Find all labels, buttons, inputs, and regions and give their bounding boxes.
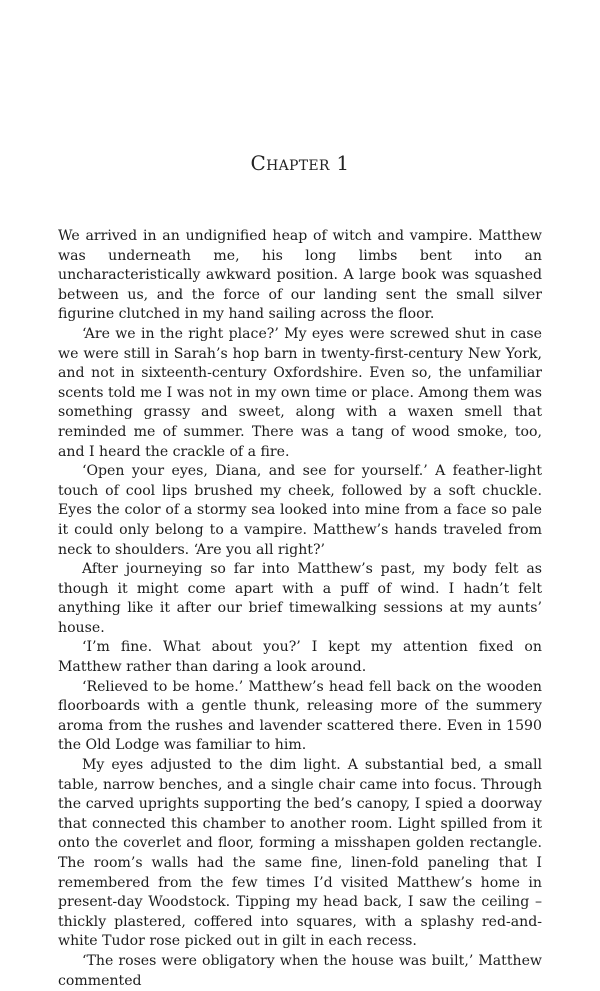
paragraph: ‘I’m fine. What about you?’ I kept my attention fixed on Matthew rather than daring a look around.	[58, 639, 542, 676]
paragraph: ‘Relieved to be home.’ Matthew’s head fell back on the wooden floorboards with a gentle thunk, releasing more of the summery aroma from the rushes and lavender scattered there. Even in 1590 the Old Lodge was familiar to him.	[58, 678, 542, 754]
paragraph: We arrived in an undignified heap of witch and vampire. Matthew was underneath me, his long limbs bent into an uncharacteristically awkward position. A large book was squashed between us, and the force of our landing sent the small silver figurine clutched in my hand sailing across the floor.	[58, 228, 542, 323]
chapter-title: Chapter 1	[250, 151, 350, 175]
body-text	[58, 227, 542, 991]
paragraph: My eyes adjusted to the dim light. A substantial bed, a small table, narrow benches, and a single chair came into focus. Through the carved uprights supporting the bed’s canopy, I spied a doorway that connected this chamber to another room. Light spilled from it onto the coverlet and floor, forming a misshapen golden rectangle. The room’s walls had the same fine, linen-fold paneling that I remembered from the few times I’d visited Matthew’s home in present-day Woodstock. Tipping my head back, I saw the ceiling – thickly plastered, coffered into squares, with a splashy red-and-white Tudor rose picked out in gilt in each recess.	[58, 757, 542, 950]
paragraph: ‘Are we in the right place?’ My eyes were screwed shut in case we were still in Sarah’s hop barn in twenty-first-century New York, and not in sixteenth-century Oxfordshire. Even so, the unfamiliar scents told me I was not in my own time or place. Among them was something grassy and sweet, along with a waxen smell that reminded me of summer. There was a tang of wood smoke, too, and I heard the crackle of a fire.	[58, 325, 542, 460]
paragraph-last: ‘The roses were obligatory when the house was built,’ Matthew commented	[58, 952, 542, 989]
paragraph: After journeying so far into Matthew’s past, my body felt as though it might come apart with a puff of wind. I hadn’t felt anything like it after our brief timewalking sessions at my aunts’ house.	[58, 561, 542, 636]
paragraph: ‘Open your eyes, Diana, and see for yourself.’ A feather-light touch of cool lips brushed my cheek, followed by a soft chuckle. Eyes the color of a stormy sea looked into mine from a face so pale it could only belong to a vampire. Matthew’s hands traveled from neck to shoulders. ‘Are you all right?’	[58, 463, 542, 558]
